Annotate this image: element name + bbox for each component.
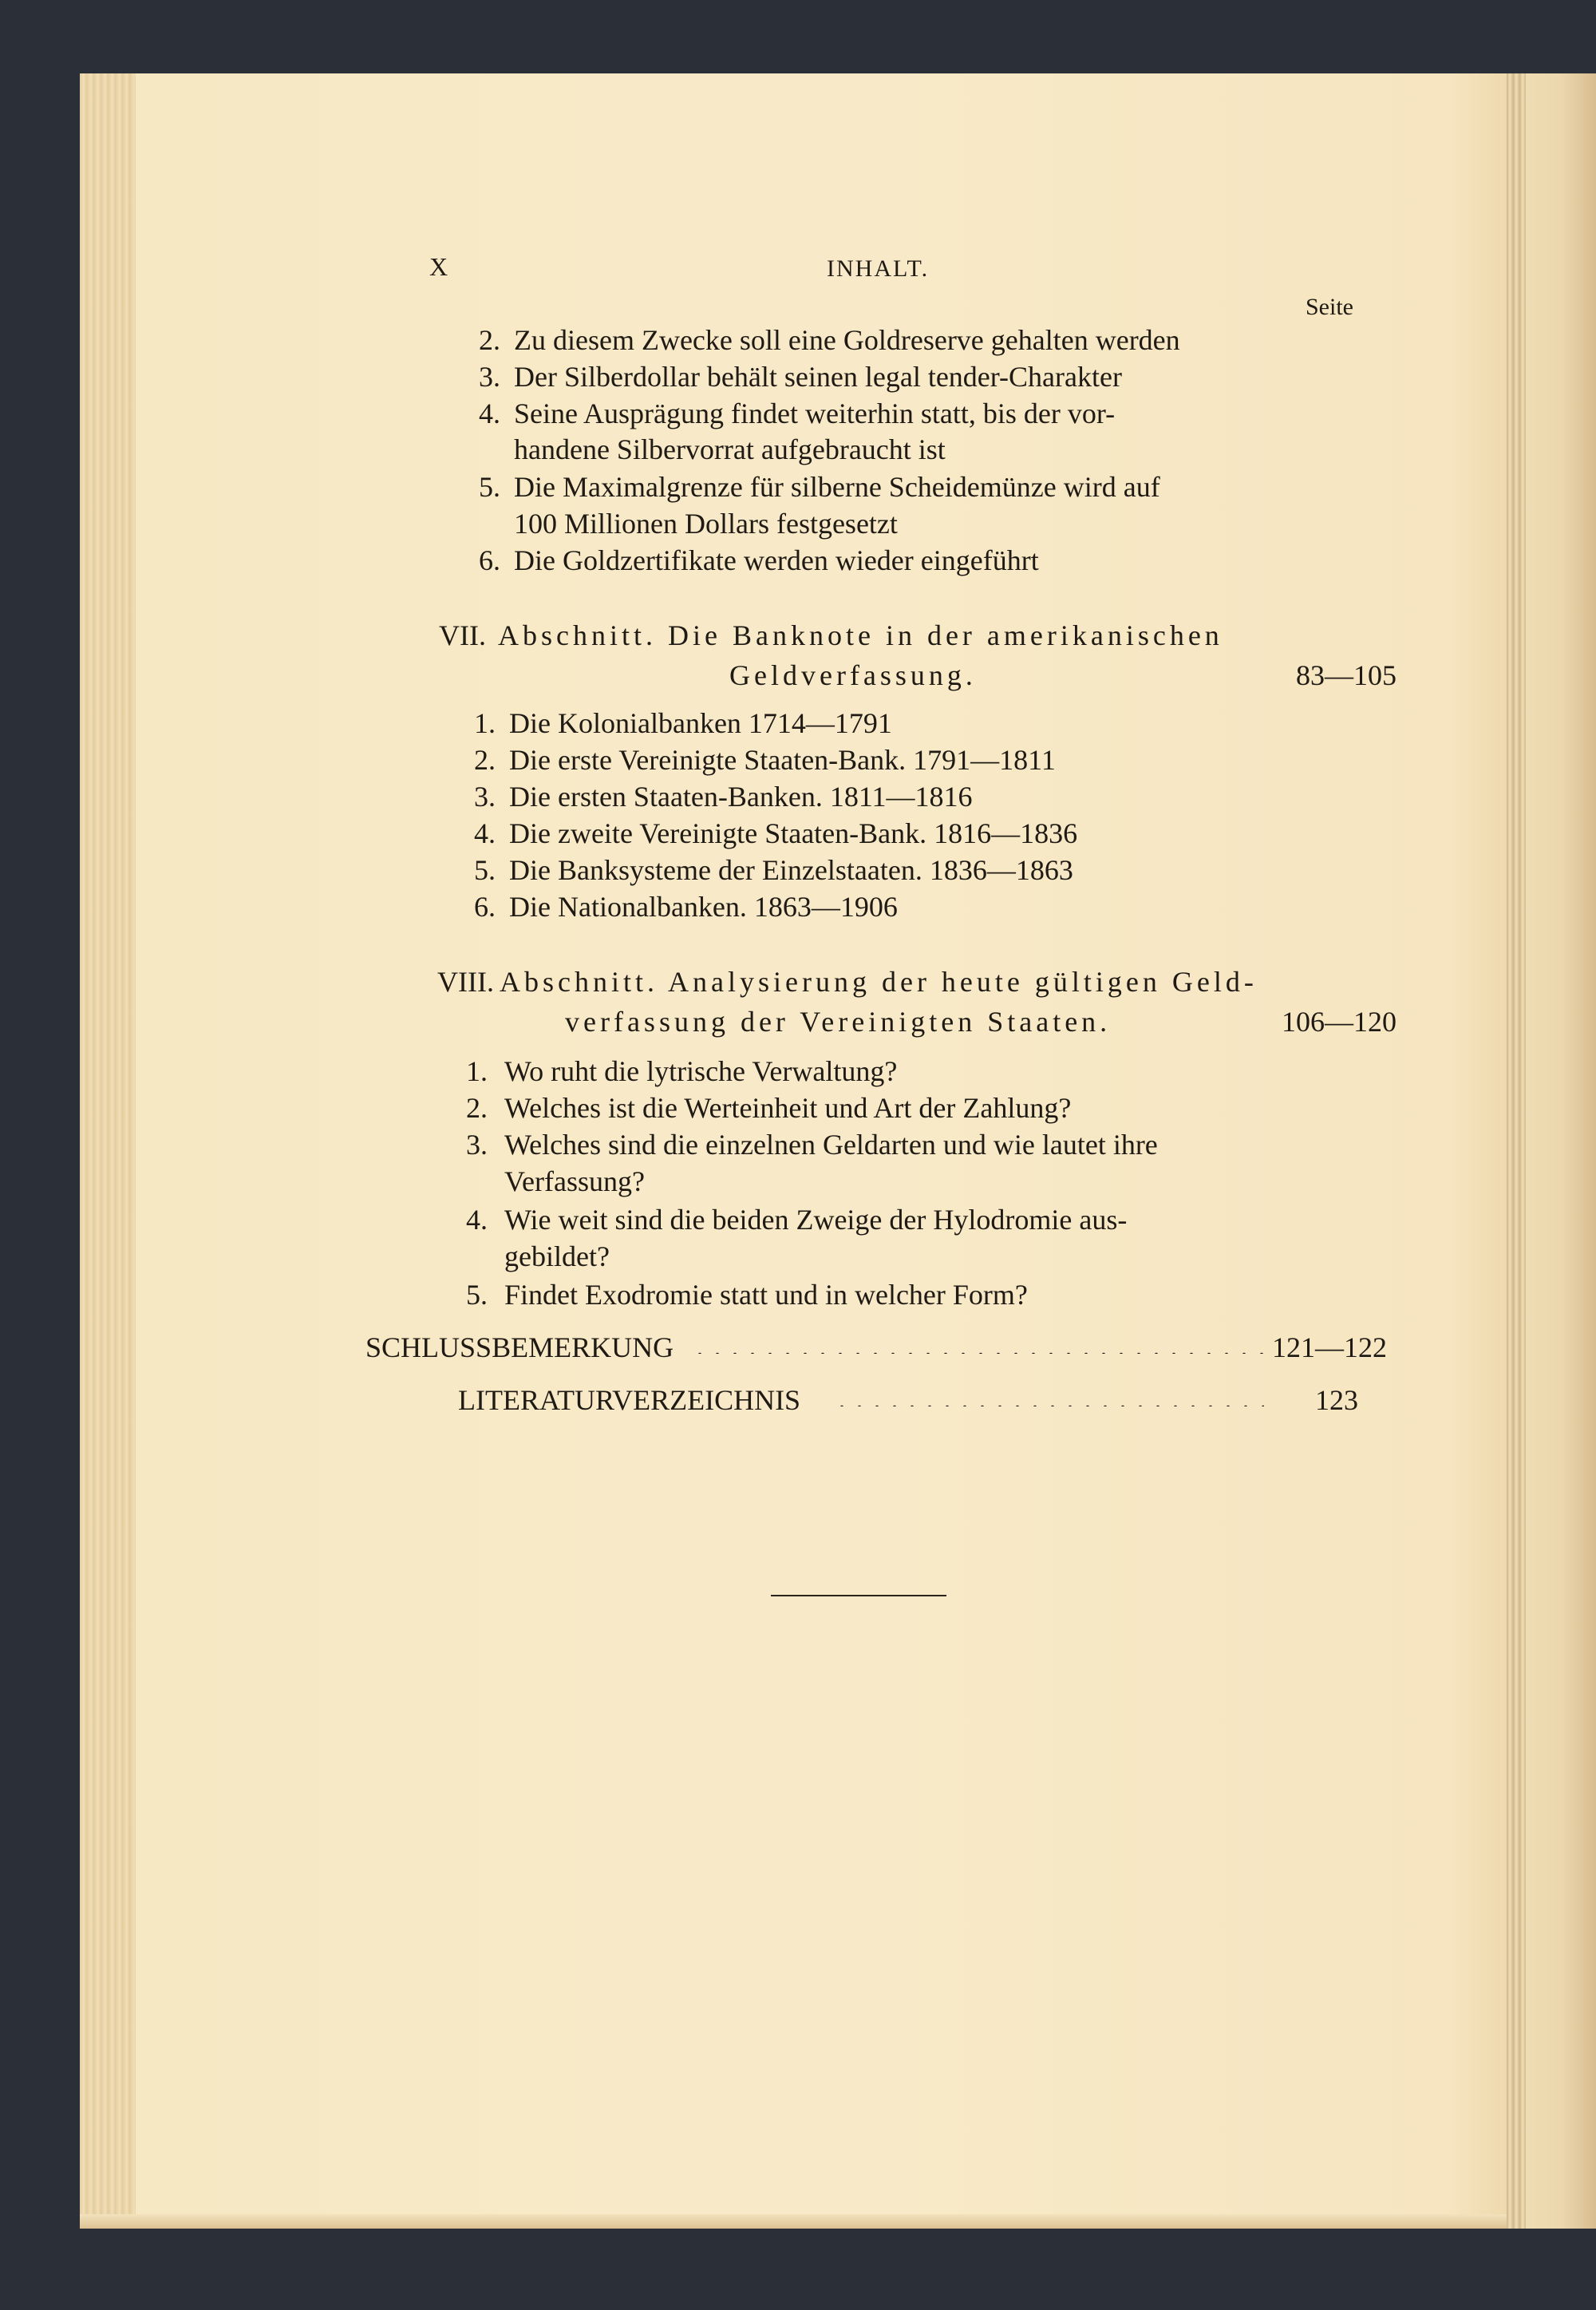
toc-item-number: 2. <box>474 744 496 776</box>
toc-item: Die ersten Staaten-Banken. 1811—1816 <box>509 781 973 813</box>
section-heading-line1: Abschnitt. Die Banknote in der amerikanischen <box>498 619 1223 651</box>
page-number: X <box>429 252 448 281</box>
toc-item-number: 4. <box>479 398 500 429</box>
toc-item-number: 4. <box>474 817 496 849</box>
toc-item: Die Kolonialbanken 1714—1791 <box>509 707 892 739</box>
toc-item-continuation: 100 Millionen Dollars festgesetzt <box>514 508 898 540</box>
toc-item: Findet Exodromie statt und in welcher Form? <box>504 1279 1028 1311</box>
seite-label: Seite <box>1306 294 1353 320</box>
toc-item-number: 1. <box>466 1055 488 1087</box>
toc-item-number: 2. <box>466 1092 488 1124</box>
section-numeral: VIII. <box>437 966 494 998</box>
toc-item: Die Banksysteme der Einzelstaaten. 1836—1863 <box>509 854 1073 886</box>
toc-item: Die Maximalgrenze für silberne Scheidemünze wird auf <box>514 471 1160 503</box>
toc-item: Zu diesem Zwecke soll eine Goldreserve gehalten werden <box>514 324 1180 356</box>
toc-entry-pages: 121—122 <box>1272 1331 1387 1363</box>
toc-item-number: 5. <box>479 471 500 503</box>
toc-item: Der Silberdollar behält seinen legal tender-Charakter <box>514 361 1122 393</box>
toc-item: Die Nationalbanken. 1863—1906 <box>509 891 898 923</box>
leader-dots <box>691 1352 1266 1354</box>
section-page-range: 106—120 <box>1282 1006 1396 1038</box>
toc-item: Wie weit sind die beiden Zweige der Hylodromie aus- <box>504 1204 1128 1236</box>
toc-entry-pages: 123 <box>1315 1384 1358 1416</box>
toc-item: Wo ruht die lytrische Verwaltung? <box>504 1055 898 1087</box>
toc-item-continuation: gebildet? <box>504 1240 610 1272</box>
toc-item-number: 1. <box>474 707 496 739</box>
toc-item-continuation: Verfassung? <box>504 1165 645 1197</box>
toc-item-number: 5. <box>474 854 496 886</box>
toc-entry-schlussbemerkung: SCHLUSSBEMERKUNG <box>365 1331 674 1363</box>
toc-item: Welches sind die einzelnen Geldarten und wie lautet ihre <box>504 1129 1158 1161</box>
leader-dots <box>833 1405 1264 1406</box>
toc-item: Welches ist die Werteinheit und Art der Zahlung? <box>504 1092 1072 1124</box>
section-numeral: VII. <box>439 619 486 651</box>
toc-item-number: 6. <box>479 544 500 576</box>
page-bottom-edge <box>80 2214 1507 2229</box>
section-heading-line2: Geldverfassung. <box>729 659 977 691</box>
toc-item-number: 3. <box>466 1129 488 1161</box>
toc-item-number: 5. <box>466 1279 488 1311</box>
section-page-range: 83—105 <box>1296 659 1396 691</box>
toc-item: Seine Ausprägung findet weiterhin statt, bis der vor- <box>514 398 1116 429</box>
toc-item-number: 3. <box>479 361 500 393</box>
page-title: INHALT. <box>827 255 930 282</box>
facing-page-edge <box>1507 73 1596 2229</box>
toc-item-number: 3. <box>474 781 496 813</box>
section-heading-line1: Abschnitt. Analysierung der heute gültigen Geld- <box>500 966 1258 998</box>
toc-item-continuation: handene Silbervorrat aufgebraucht ist <box>514 433 946 465</box>
toc-item-number: 2. <box>479 324 500 356</box>
toc-item: Die Goldzertifikate werden wieder eingeführt <box>514 544 1039 576</box>
toc-item: Die erste Vereinigte Staaten-Bank. 1791—1811 <box>509 744 1056 776</box>
closing-rule <box>771 1595 946 1596</box>
toc-item-number: 6. <box>474 891 496 923</box>
section-heading-line2: verfassung der Vereinigten Staaten. <box>565 1006 1112 1038</box>
page-stack-edge <box>80 73 136 2229</box>
toc-item: Die zweite Vereinigte Staaten-Bank. 1816—1836 <box>509 817 1078 849</box>
toc-entry-literaturverzeichnis: LITERATURVERZEICHNIS <box>458 1384 801 1416</box>
toc-item-number: 4. <box>466 1204 488 1236</box>
